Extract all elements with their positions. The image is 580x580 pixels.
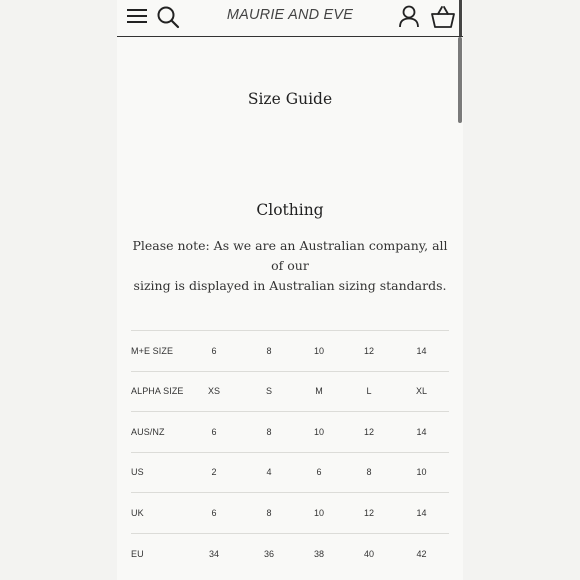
table-cell: 12 [344,493,394,534]
table-cell: 34 [184,533,244,574]
search-icon[interactable] [155,4,181,30]
table-cell: 8 [344,452,394,493]
page-scrollbar[interactable] [458,37,462,123]
table-cell: 10 [294,493,344,534]
table-row [131,452,449,493]
table-cell: 2 [184,452,244,493]
table-cell: 42 [394,533,449,574]
table-cell: XS [184,371,244,412]
table-cell: 6 [184,331,244,372]
table-cell: XL [394,371,449,412]
page-title: Size Guide [247,90,333,108]
table-row-label: US [131,452,184,493]
table-cell: 38 [294,533,344,574]
hamburger-menu-icon[interactable] [127,8,147,24]
table-row [131,493,449,534]
table-cell: 6 [184,412,244,453]
section-title-clothing: Clothing [256,201,324,219]
table-cell: 10 [394,452,449,493]
phone-viewport [117,0,463,580]
table-row [131,412,449,453]
sizing-note-line-1: Please note: As we are an Australian company, all of our [132,238,448,273]
brand-logo[interactable]: MAURIE AND EVE [226,7,354,23]
account-icon[interactable] [397,4,421,30]
table-cell: 6 [294,452,344,493]
table-cell: 4 [244,452,294,493]
table-row-label: M+E SIZE [131,331,184,372]
table-row-label: EU [131,533,184,574]
table-cell: L [344,371,394,412]
table-row-label: UK [131,493,184,534]
table-cell: 40 [344,533,394,574]
site-header [117,0,463,37]
table-row-label: ALPHA SIZE [131,371,184,412]
table-cell: 8 [244,331,294,372]
table-row-label: AUS/NZ [131,412,184,453]
sizing-note-line-2: sizing is displayed in Australian sizing standards. [133,278,447,293]
cart-basket-icon[interactable] [430,4,456,30]
header-scroll-track [459,0,462,36]
table-cell: 10 [294,412,344,453]
sizing-note [131,236,449,296]
table-cell: 14 [394,412,449,453]
table-row [131,331,449,372]
table-row [131,371,449,412]
table-cell: 12 [344,412,394,453]
size-conversion-table [131,330,449,574]
table-cell: 6 [184,493,244,534]
table-cell: M [294,371,344,412]
table-cell: 10 [294,331,344,372]
table-cell: S [244,371,294,412]
table-row [131,533,449,574]
table-cell: 14 [394,331,449,372]
table-cell: 36 [244,533,294,574]
table-cell: 12 [344,331,394,372]
table-cell: 8 [244,493,294,534]
table-cell: 14 [394,493,449,534]
table-cell: 8 [244,412,294,453]
